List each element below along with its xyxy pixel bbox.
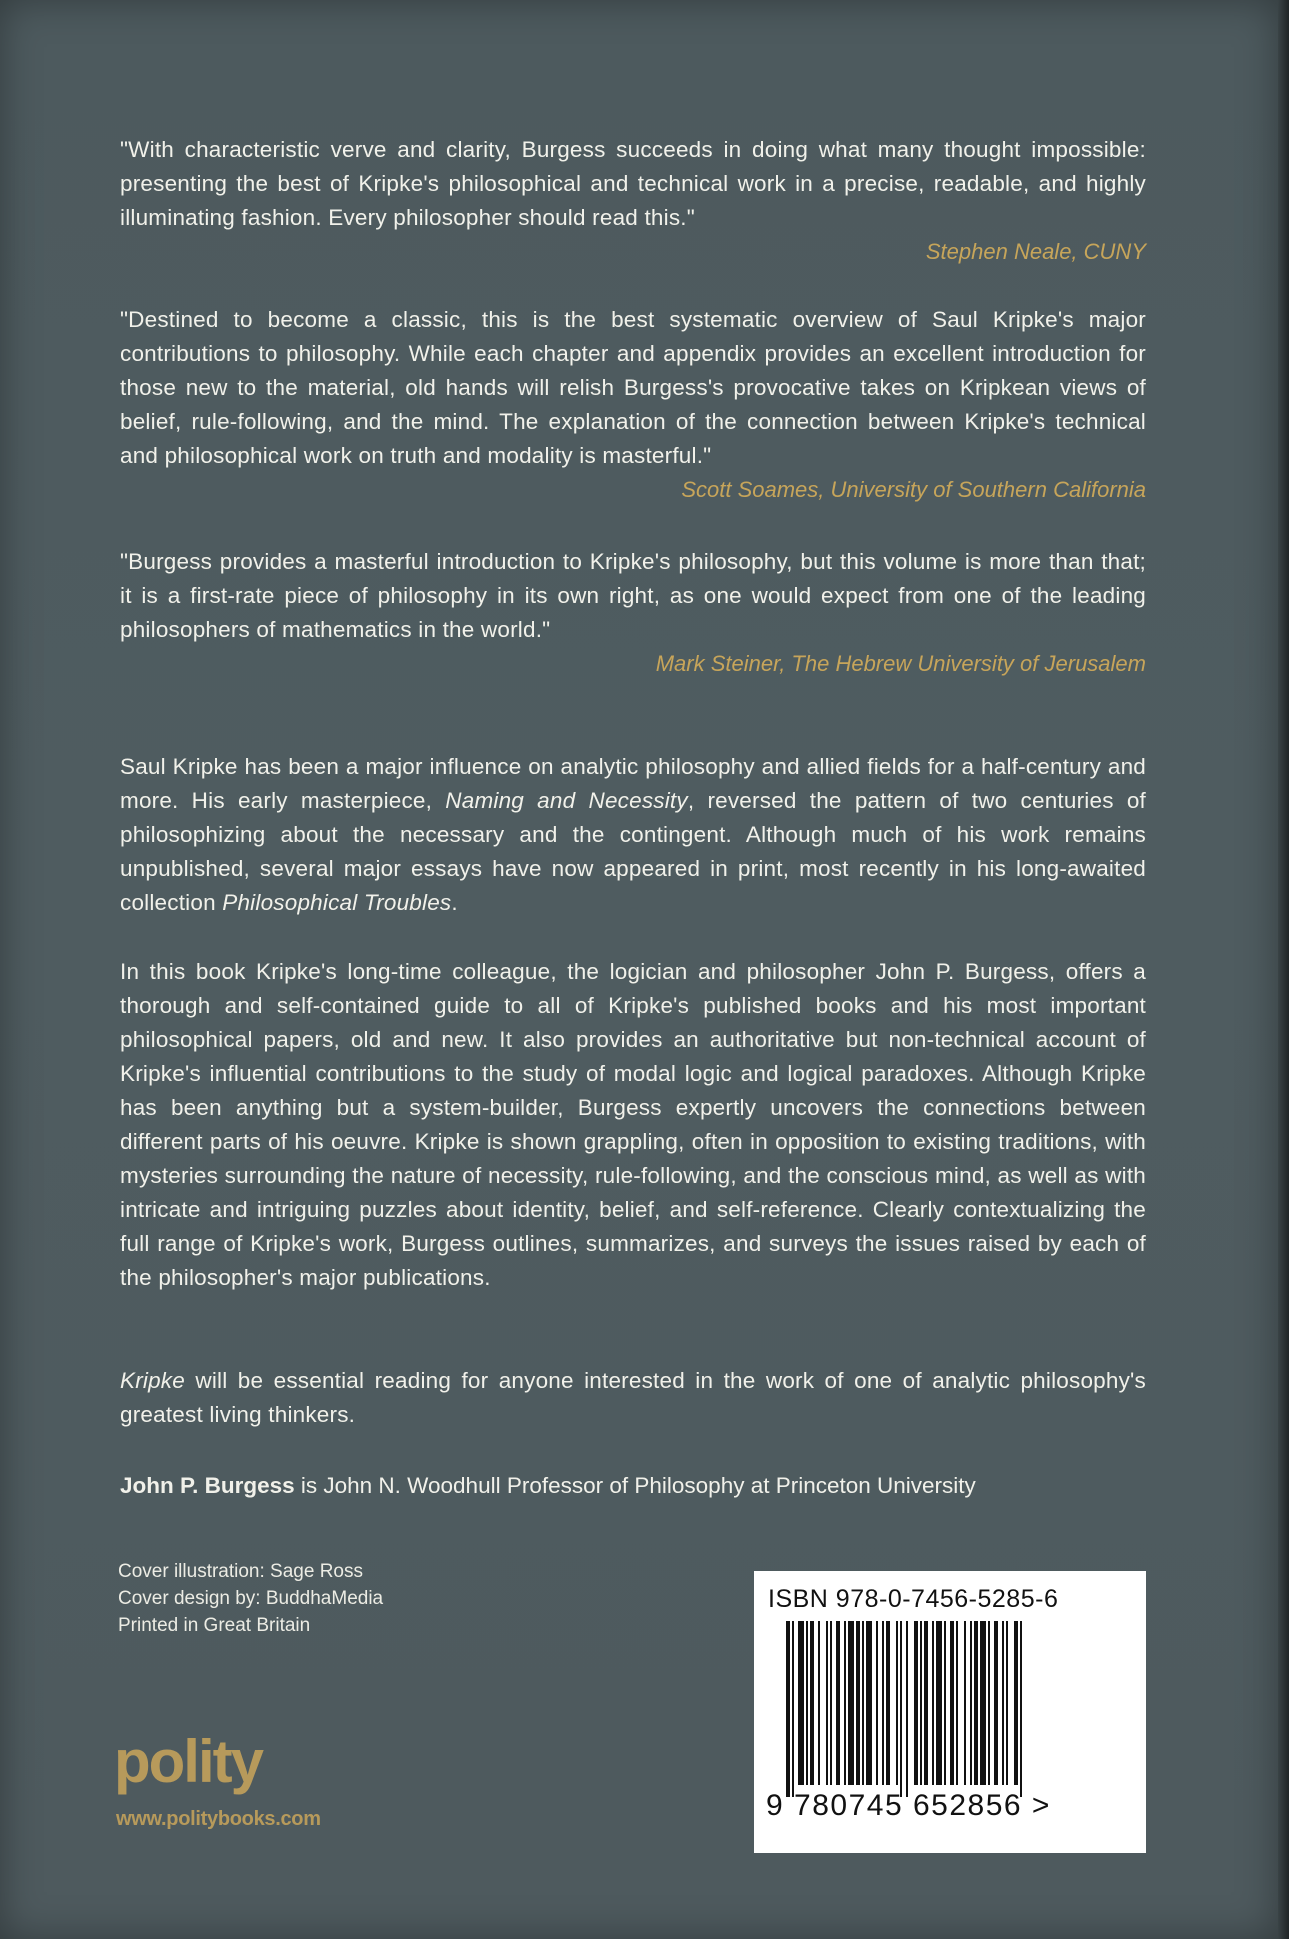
barcode-bar — [964, 1621, 966, 1785]
barcode-bar — [810, 1621, 814, 1785]
barcode-panel — [754, 1571, 1146, 1853]
barcode-bar — [798, 1621, 804, 1785]
barcode-bar — [866, 1621, 872, 1785]
barcode-bar — [920, 1621, 922, 1785]
description-text: In this book Kripke's long-time colleague, the logician and philosopher John P. Burgess, offers a thorough and self-contained guide to all of Kripke's published books and his most important philosophical papers, old and new. It also provides an authoritative but non-technical account of Kripke's influential contributions to the study of modal logic and logical paradoxes. Although Kripke has been anything but a system-builder, Burgess expertly uncovers the connections between different parts of his oeuvre. Kripke is shown grappling, often in opposition to existing traditions, with mysteries surrounding the nature of necessity, rule-following, and the conscious mind, as well as with intricate and intriguing puzzles about identity, belief, and self-reference. Clearly contextualizing the full range of Kripke's work, Burgess outlines, summarizes, and surveys the issues raised by each of the philosopher's major publications. — [120, 959, 1146, 1290]
author-bio — [120, 1469, 1146, 1503]
review-3 — [120, 545, 1146, 681]
barcode-bar — [914, 1621, 918, 1785]
barcode-bar — [806, 1621, 808, 1785]
review-quote: "Destined to become a classic, this is the best systematic overview of Saul Kripke's major contributions to philosophy. While each chapter and appendix provides an excellent introduction for those new to the material, old hands will relish Burgess's provocative takes on Kripkean views of belief, rule-following, and the mind. The explanation of the connection between Kripke's technical and philosophical work on truth and modality is masterful." — [120, 307, 1146, 468]
review-attribution: Scott Soames, University of Southern California — [681, 477, 1146, 502]
barcode-bar — [886, 1621, 890, 1785]
barcode-bar — [944, 1621, 946, 1785]
description-paragraph-3 — [120, 1364, 1146, 1432]
credit-line: Cover design by: BuddhaMedia — [118, 1588, 384, 1609]
barcode-bar — [896, 1621, 898, 1785]
book-title-italic: Philosophical Troubles — [222, 890, 452, 915]
barcode-bar — [900, 1621, 902, 1797]
review-1 — [120, 133, 1146, 269]
description-paragraph-1 — [120, 750, 1146, 920]
review-2 — [120, 303, 1146, 507]
text-run: will be essential reading for anyone interested in the work of one of analytic philosophy's greatest living thinkers. — [120, 1368, 1146, 1427]
barcode-bar — [882, 1621, 884, 1785]
barcode-graphic — [786, 1621, 1116, 1801]
credit-line: Cover illustration: Sage Ross — [118, 1561, 363, 1582]
barcode-bar — [1002, 1621, 1004, 1785]
review-attribution: Mark Steiner, The Hebrew University of Jerusalem — [655, 651, 1146, 676]
barcode-bar — [844, 1621, 846, 1785]
barcode-bar — [924, 1621, 928, 1785]
review-attribution: Stephen Neale, CUNY — [925, 239, 1146, 264]
barcode-bar — [988, 1621, 990, 1785]
barcode-bar — [786, 1621, 790, 1797]
barcode-bar — [906, 1621, 908, 1797]
barcode-bar — [856, 1621, 860, 1785]
text-run: . — [451, 890, 458, 915]
barcode-bar — [994, 1621, 998, 1785]
book-spine-edge — [1278, 0, 1289, 1939]
text-run: , reversed the pattern of two centuries of philosophizing about the necessary and the contingent. Although much of his work remains unpublished, several major essays have now appeared in print, most recently in his long-awaited collection — [120, 788, 1146, 915]
credits — [118, 1558, 383, 1639]
barcode-bar — [876, 1621, 878, 1785]
review-quote: "Burgess provides a masterful introduction to Kripke's philosophy, but this volume is more than that; it is a first-rate piece of philosophy in its own right, as one would expect from one of the leading philosophers of mathematics in the world." — [120, 549, 1146, 642]
barcode-bar — [974, 1621, 978, 1785]
book-title-italic: Naming and Necessity — [445, 788, 688, 813]
description-paragraph-2 — [120, 955, 1146, 1295]
barcode-bar — [1014, 1621, 1018, 1785]
isbn-label: ISBN 978-0-7456-5285-6 — [768, 1585, 1059, 1613]
description-text — [120, 1364, 1146, 1432]
barcode-bar — [848, 1621, 854, 1785]
author-title: is John N. Woodhull Professor of Philosophy at Princeton University — [294, 1473, 976, 1498]
barcode-bar — [826, 1621, 828, 1785]
barcode-bar — [818, 1621, 820, 1785]
author-name: John P. Burgess — [120, 1473, 295, 1498]
barcode-bar — [830, 1621, 832, 1785]
barcode-bar — [956, 1621, 958, 1785]
barcode-bar — [1020, 1621, 1022, 1797]
barcode-bar — [862, 1621, 864, 1785]
barcode-bar — [970, 1621, 972, 1785]
barcode-bar — [836, 1621, 840, 1785]
barcode-bar — [1006, 1621, 1008, 1785]
description-text — [120, 750, 1146, 920]
barcode-digits: 9 780745 652856 > — [766, 1789, 1051, 1822]
barcode-bar — [792, 1621, 794, 1797]
barcode-bar — [936, 1621, 942, 1785]
publisher-logo: polity — [114, 1728, 262, 1795]
barcode-bar — [932, 1621, 934, 1785]
text-run: Saul Kripke has been a major influence on analytic philosophy and allied fields for a half-century and more. His early masterpiece, — [120, 754, 1146, 813]
book-title-italic: Kripke — [120, 1368, 185, 1393]
review-quote: "With characteristic verve and clarity, Burgess succeeds in doing what many thought impossible: presenting the best of Kripke's philosophical and technical work in a precise, readable, and highly illuminating fashion. Every philosopher should read this." — [120, 137, 1146, 230]
credit-line: Printed in Great Britain — [118, 1615, 311, 1636]
barcode-bar — [980, 1621, 986, 1785]
publisher-website: www.politybooks.com — [116, 1808, 321, 1830]
author-bio-text — [120, 1469, 1146, 1503]
barcode-bar — [950, 1621, 954, 1785]
